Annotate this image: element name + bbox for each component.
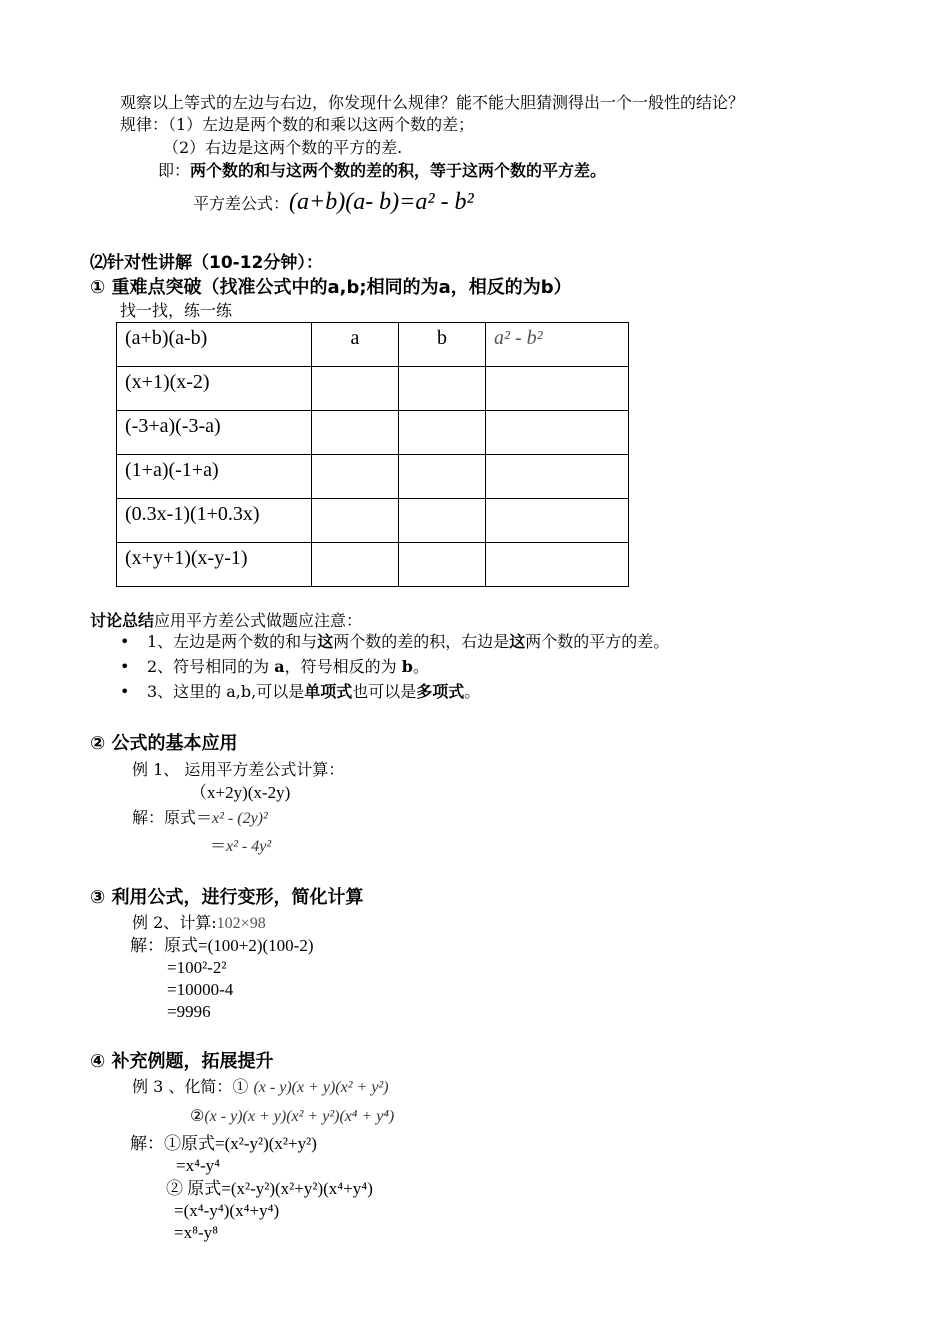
- table-cell-b[interactable]: [399, 367, 486, 411]
- table-header-expr: (a+b)(a-b): [117, 323, 312, 367]
- section3-heading: ③ 利用公式，进行变形，简化计算: [90, 887, 364, 908]
- example2-sol4: =9996: [167, 1002, 211, 1021]
- table-header-b: b: [399, 323, 486, 367]
- example1-sol2: ＝x² - 4y²: [210, 836, 272, 855]
- formula: (a+b)(a- b)=a² - b²: [289, 189, 474, 215]
- table-row: [117, 499, 629, 543]
- bullet-icon: •: [120, 657, 130, 676]
- discussion-item-1: • 1、左边是两个数的和与这两个数的差的积，右边是这两个数的平方的差。: [120, 632, 670, 651]
- discussion-label-rest: 应用平方差公式做题应注意：: [154, 611, 363, 630]
- rule-1: 规律：（1）左边是两个数的和乘以这两个数的差；: [120, 115, 475, 134]
- table-cell-a[interactable]: [312, 499, 399, 543]
- example2-sol1: 解：原式=(100+2)(100-2): [130, 936, 314, 955]
- intro-question: 观察以上等式的左边与右边，你发现什么规律？能不能大胆猜测得出一个一般性的结论？: [120, 93, 745, 112]
- table-row: [117, 455, 629, 499]
- example3-sol1: 解：①原式=(x²-y²)(x²+y²): [130, 1134, 317, 1153]
- discussion-item-3: • 3、这里的 a,b,可以是单项式也可以是多项式。: [120, 682, 481, 701]
- discussion-label: [90, 611, 362, 631]
- conclusion: [158, 161, 606, 181]
- practice-table: [116, 322, 629, 587]
- table-cell-result[interactable]: [486, 543, 629, 587]
- conclusion-prefix: 即：: [158, 161, 191, 180]
- table-cell-expr: (1+a)(-1+a): [117, 455, 312, 499]
- discussion-label-bold: 讨论总结: [90, 611, 155, 630]
- table-cell-a[interactable]: [312, 367, 399, 411]
- example1-expr: （x+2y)(x-2y): [190, 783, 291, 802]
- discussion-item-2: • 2、符号相同的为 a，符号相反的为 b。: [120, 657, 429, 676]
- conclusion-text: 两个数的和与这两个数的差的积，等于这两个数的平方差。: [190, 161, 607, 180]
- table-cell-a[interactable]: [312, 411, 399, 455]
- table-cell-result[interactable]: [486, 499, 629, 543]
- bullet-icon: •: [120, 682, 130, 701]
- table-row: [117, 367, 629, 411]
- example3-expr2: (x - y)(x + y)(x² + y²)(x⁴ + y⁴): [204, 1108, 395, 1125]
- table-cell-expr: (0.3x-1)(1+0.3x): [117, 499, 312, 543]
- bullet-icon: •: [120, 632, 130, 651]
- table-row: [117, 411, 629, 455]
- example2: 例 2、计算:102×98: [132, 913, 266, 932]
- table-cell-b[interactable]: [399, 499, 486, 543]
- table-cell-b[interactable]: [399, 455, 486, 499]
- section1-subtitle: 找一找，练一练: [120, 301, 233, 320]
- example2-sol3: =10000-4: [167, 980, 234, 999]
- example3-expr1: (x - y)(x + y)(x² + y²): [253, 1079, 389, 1096]
- example3-line2: ②(x - y)(x + y)(x² + y²)(x⁴ + y⁴): [190, 1106, 395, 1125]
- table-cell-a[interactable]: [312, 455, 399, 499]
- section1-heading: ① 重难点突破（找准公式中的a,b;相同的为a，相反的为b）: [90, 277, 572, 298]
- table-cell-expr: (x+1)(x-2): [117, 367, 312, 411]
- example3-sol4: =(x⁴-y⁴)(x⁴+y⁴): [174, 1201, 280, 1220]
- table-cell-b[interactable]: [399, 411, 486, 455]
- example3-sol2: =x⁴-y⁴: [176, 1156, 221, 1175]
- table-cell-result[interactable]: [486, 367, 629, 411]
- example2-expr: 102×98: [216, 915, 266, 932]
- section2-heading: ② 公式的基本应用: [90, 733, 238, 754]
- example2-sol2: =100²-2²: [167, 958, 227, 977]
- example3-sol3: ② 原式=(x²-y²)(x²+y²)(x⁴+y⁴): [166, 1179, 373, 1198]
- rule-2: （2）右边是这两个数的平方的差.: [163, 138, 403, 157]
- table-cell-a[interactable]: [312, 543, 399, 587]
- table-header-result: a² - b²: [486, 323, 629, 367]
- example1-sol2-math: x² - 4y²: [226, 838, 272, 855]
- section4-heading: ④ 补充例题，拓展提升: [90, 1051, 274, 1072]
- lecture-heading: ⑵针对性讲解（10-12分钟）：: [90, 253, 323, 273]
- table-cell-b[interactable]: [399, 543, 486, 587]
- example1-sol1: 解：原式＝x² - (2y)²: [132, 808, 268, 827]
- example1-sol1-math: x² - (2y)²: [212, 810, 268, 827]
- example3: 例 3 、化简：① (x - y)(x + y)(x² + y²): [132, 1077, 389, 1096]
- table-cell-expr: (x+y+1)(x-y-1): [117, 543, 312, 587]
- example1: 例 1、 运用平方差公式计算：: [132, 760, 345, 779]
- table-header-a: a: [312, 323, 399, 367]
- table-cell-result[interactable]: [486, 411, 629, 455]
- table-header-row: [117, 323, 629, 367]
- formula-line: [193, 189, 474, 215]
- table-cell-result[interactable]: [486, 455, 629, 499]
- table-cell-expr: (-3+a)(-3-a): [117, 411, 312, 455]
- formula-label: 平方差公式：: [193, 194, 290, 213]
- table-row: [117, 543, 629, 587]
- example3-sol5: =x⁸-y⁸: [174, 1223, 219, 1242]
